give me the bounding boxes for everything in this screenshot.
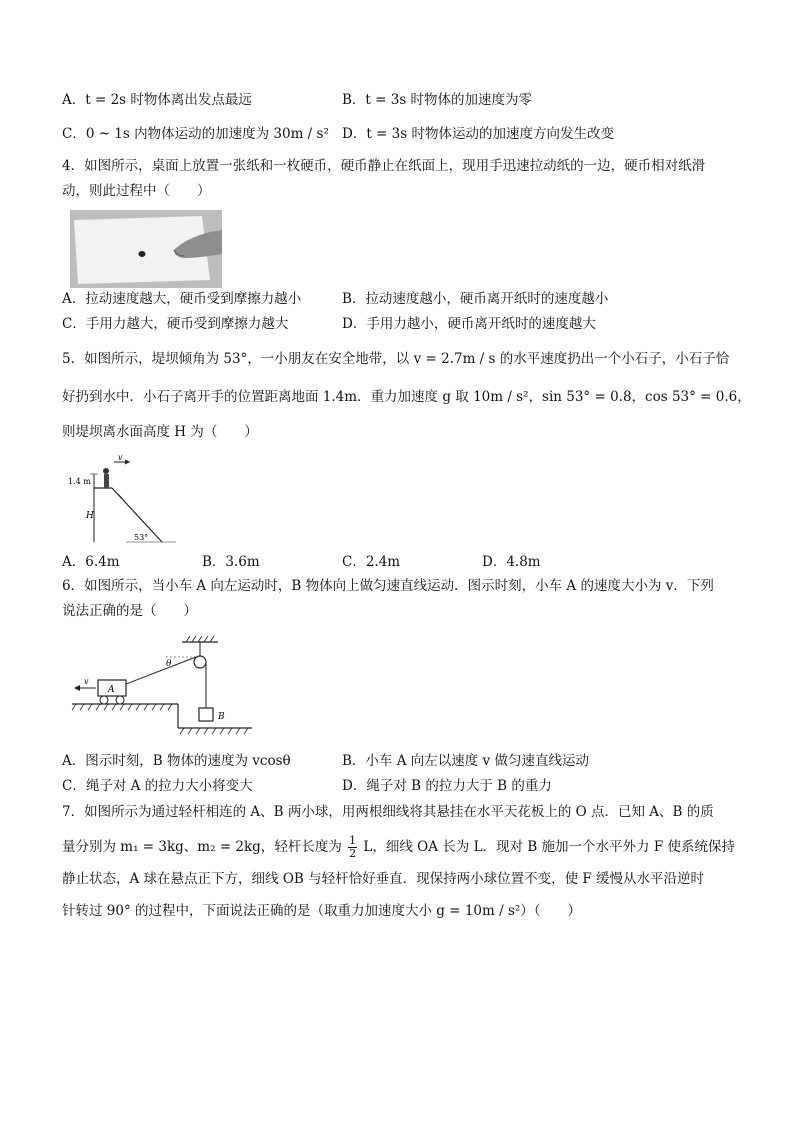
q6-option-a: A．图示时刻，B 物体的速度为 vcosθ: [62, 753, 291, 769]
label-1-4m: 1.4 m: [68, 477, 91, 486]
fraction-numerator: 1: [349, 834, 357, 847]
q7-line2-part2: L，细线 OA 长为 L．现对 B 施加一个水平外力 F 使系统保持: [363, 839, 735, 855]
coin-paper-photo: [70, 210, 222, 288]
q6-stem-line2: 说法正确的是（ ）: [62, 603, 197, 619]
label-theta: θ: [166, 659, 172, 669]
q3-option-b: B．t = 3s 时物体的加速度为零: [342, 92, 533, 108]
q5-option-d: D．4.8m: [482, 554, 541, 570]
child: [103, 468, 109, 474]
q6-stem-line1: 6．如图所示，当小车 A 向左运动时，B 物体向上做匀速直线运动．图示时刻，小车 A 的速度大小为 v．下列: [62, 578, 714, 594]
cart-pulley-figure: [66, 632, 256, 742]
q5-stem-line3: 则堤坝离水面高度 H 为（ ）: [62, 424, 258, 440]
label-v: v: [84, 677, 89, 686]
pulley: [194, 656, 206, 668]
q7-stem-line3: 静止状态，A 球在悬点正下方，细线 OB 与轻杆恰好垂直．现保持两小球位置不变，使 F 缓慢从水平沿逆时: [62, 871, 705, 887]
q5-stem-line2: 好扔到水中．小石子离开手的位置距离地面 1.4m．重力加速度 g 取 10m / s²，sin 53° = 0.8，cos 53° = 0.6，: [62, 389, 751, 405]
label-53: 53°: [134, 533, 149, 542]
q5-option-c: C．2.4m: [342, 554, 401, 570]
q7-stem-line2: [62, 835, 735, 860]
q4-stem-line1: 4．如图所示，桌面上放置一张纸和一枚硬币，硬币静止在纸面上，现用手迅速拉动纸的一边，硬币相对纸滑: [62, 158, 706, 174]
fraction-half: [348, 835, 357, 860]
q6-option-c: C．绳子对 A 的拉力大小将变大: [62, 778, 253, 794]
q4-option-a: A．拉动速度越大，硬币受到摩擦力越小: [62, 291, 302, 307]
q7-stem-line1: 7．如图所示为通过轻杆相连的 A、B 两小球，用两根细线将其悬挂在水平天花板上的 O 点．已知 A、B 的质: [62, 804, 714, 820]
q5-stem-line1: 5．如图所示，堤坝倾角为 53°，一小朋友在安全地带，以 v = 2.7m / s 的水平速度扔出一个小石子，小石子恰: [62, 351, 730, 367]
q5-option-a: A．6.4m: [62, 554, 120, 570]
fraction-denominator: 2: [349, 847, 357, 860]
q3-option-d: D．t = 3s 时物体运动的加速度方向发生改变: [342, 126, 614, 142]
q6-option-b: B．小车 A 向左以速度 v 做匀速直线运动: [342, 753, 589, 769]
dam-figure: [66, 454, 176, 544]
q3-option-a: A．t = 2s 时物体离出发点最远: [62, 92, 252, 108]
q4-option-d: D．手用力越小，硬币离开纸时的速度越大: [342, 316, 596, 332]
q6-option-d: D．绳子对 B 的拉力大于 B 的重力: [342, 778, 552, 794]
q5-option-b: B．3.6m: [202, 554, 260, 570]
q7-line2-part1: 量分别为 m₁ = 3kg、m₂ = 2kg，轻杆长度为: [62, 839, 342, 855]
q3-option-c: C．0 ~ 1s 内物体运动的加速度为 30m / s²: [62, 126, 329, 142]
label-v: v: [118, 454, 123, 462]
q4-option-b: B．拉动速度越小，硬币离开纸时的速度越小: [342, 291, 609, 307]
label-H: H: [86, 511, 94, 521]
q4-option-c: C．手用力越大，硬币受到摩擦力越大: [62, 316, 289, 332]
coin: [139, 251, 146, 257]
label-block-b: B: [218, 712, 225, 722]
label-cart-a: A: [108, 685, 115, 695]
block-b: [199, 708, 213, 721]
q7-stem-line4: 针转过 90° 的过程中，下面说法正确的是（取重力加速度大小 g = 10m / s²）（ ）: [62, 903, 582, 919]
q4-stem-line2: 动，则此过程中（ ）: [62, 183, 211, 199]
